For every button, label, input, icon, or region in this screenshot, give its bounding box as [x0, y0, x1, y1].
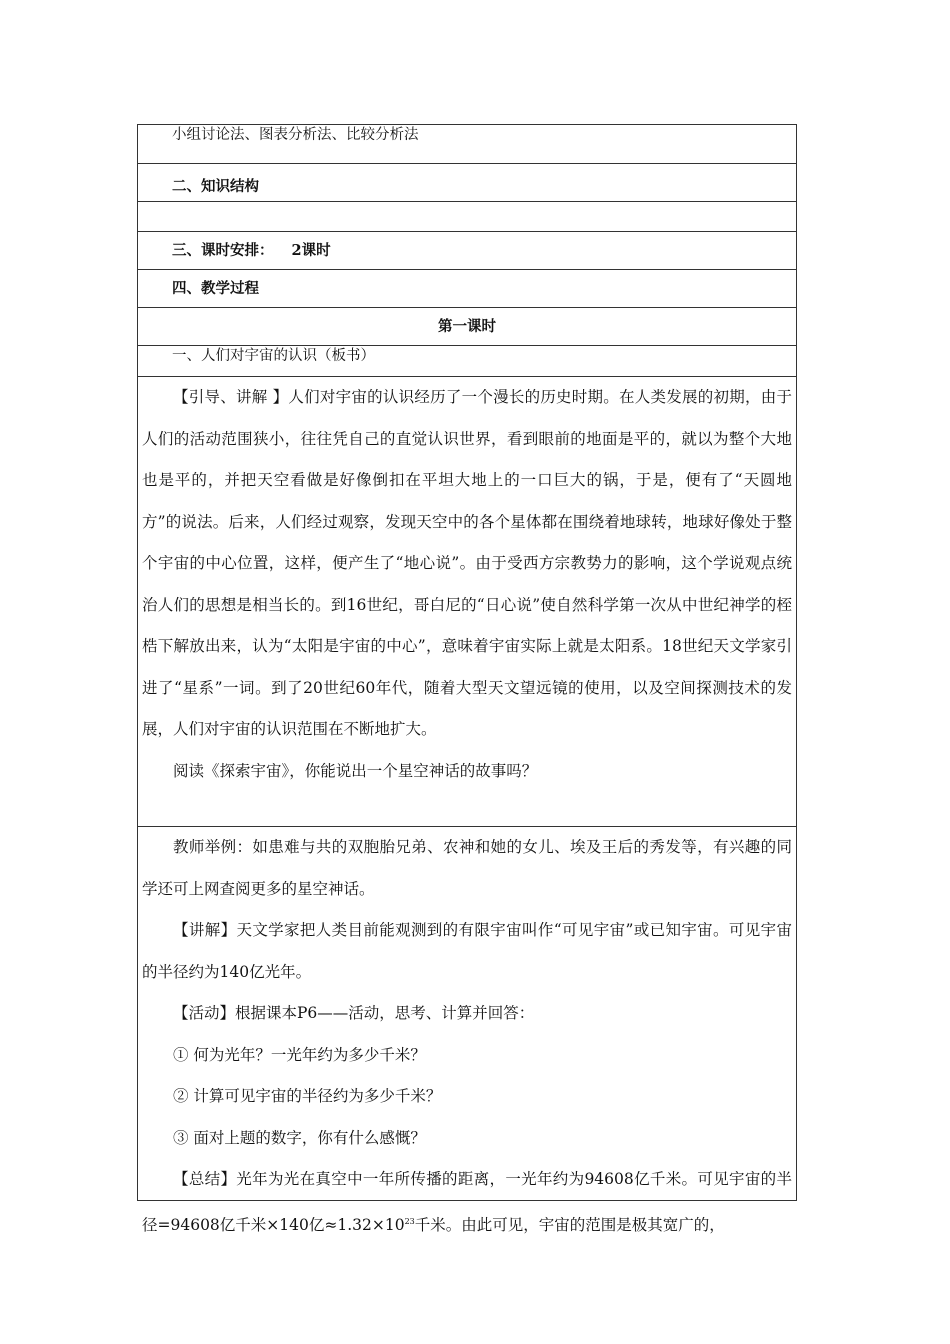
teaching-process-row [138, 269, 796, 307]
question-3: ③ 面对上题的数字，你有什么感慨？ [173, 1128, 426, 1147]
intro-row [138, 376, 796, 826]
schedule-row [138, 231, 796, 269]
teaching-method-text: 小组讨论法、图表分析法、比较分析法 [172, 127, 419, 143]
explain-paragraph: 【讲解】天文学家把人类目前能观测到的有限宇宙叫作“可见宇宙”或已知宇宙。可见宇宙的半径约为140亿光年。 [142, 921, 792, 981]
summary-exponent: 23 [404, 1216, 415, 1226]
schedule-value: 2课时 [291, 242, 331, 259]
activity-paragraph: 【活动】根据课本P6——活动，思考、计算并回答： [173, 1004, 535, 1022]
section-heading-teaching-process: 四、教学过程 [172, 280, 259, 297]
knowledge-structure-row [138, 163, 796, 201]
schedule-text [138, 232, 796, 261]
section-heading-knowledge-structure: 二、知识结构 [172, 178, 259, 195]
schedule-label: 三、课时安排： [172, 242, 274, 259]
subheading-row [138, 345, 796, 376]
teacher-example: 教师举例：如患难与共的双胞胎兄弟、农神和她的女儿、埃及王后的秀发等，有兴趣的同学还可上网查阅更多的星空神话。 [142, 838, 792, 898]
question-1: ① 何为光年？一光年约为多少千米？ [173, 1045, 426, 1064]
lesson-title-row [138, 307, 796, 345]
summary-paragraph [138, 1159, 796, 1246]
teaching-method-row [138, 125, 796, 163]
question-2: ② 计算可见宇宙的半径约为多少千米？ [173, 1087, 442, 1105]
summary-part-1: 【总结】光年为光在真空中一年所传播的距离，一光年约为94608亿千米。可见宇宙的半径=94608亿千米×140亿≈1.32×10 [142, 1170, 792, 1234]
lesson-title: 第一课时 [438, 318, 496, 335]
intro-paragraph: 【引导、讲解 】人们对宇宙的认识经历了一个漫长的历史时期。在人类发展的初期，由于人们的活动范围狭小，往往凭自己的直觉认识世界，看到眼前的地面是平的，就以为整个大地也是平的，并把天空看做是好像倒扣在平坦大地上的一口巨大的锅，于是，便有了“天圆地方”的说法。后来，人们经过观察，发现天空中的各个星体都在围绕着地球转，地球好像处于整个宇宙的中心位置，这样，便产生了“地心说”。由于受西方宗教势力的影响，这个学说观点统治人们的思想是相当长的。到16世纪，哥白尼的“日心说”使自然科学第一次从中世纪神学的桎梏下解放出来，认为“太阳是宇宙的中心”，意味着宇宙实际上就是太阳系。18世纪天文学家引进了“星系”一词。到了20世纪60年代，随着大型天文望远镜的使用，以及空间探测技术的发展，人们对宇宙的认识范围在不断地扩大。 [142, 388, 792, 738]
summary-part-2: 千米。由此可见，宇宙的范围是极其宽广的， [414, 1215, 725, 1234]
reading-prompt: 阅读《探索宇宙》，你能说出一个星空神话的故事吗？ [173, 761, 538, 780]
subheading-universe-understanding: 一、人们对宇宙的认识（板书） [172, 348, 375, 364]
empty-row [138, 201, 796, 231]
